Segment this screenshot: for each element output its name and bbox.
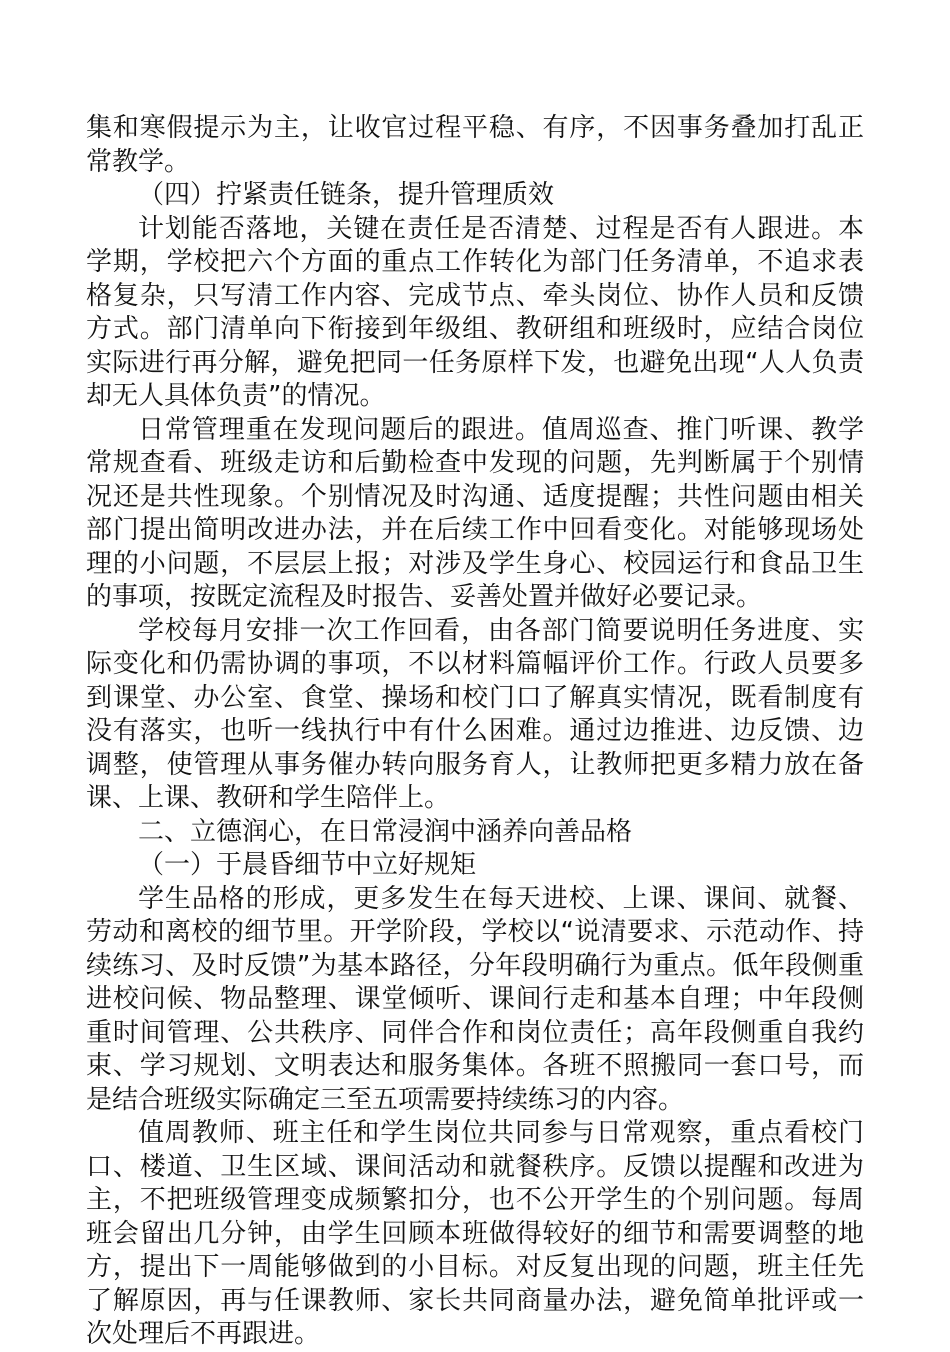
paragraph-daily-management: 日常管理重在发现问题后的跟进。值周巡查、推门听课、教学常规查看、班级走访和后勤检查中发现的问题，先判断属于个别情况还是共性现象。个别情况及时沟通、适度提醒；共性问题由相关部门提出简明改进办法，并在后续工作中回看变化。对能够现场处理的小问题，不层层上报；对涉及学生身心、校园运行和食品卫生的事项，按既定流程及时报告、妥善处置并做好必要记录。 xyxy=(86,414,864,612)
paragraph-character-formation: 学生品格的形成，更多发生在每天进校、上课、课间、就餐、劳动和离校的细节里。开学阶段，学校以“说清要求、示范动作、持续练习、及时反馈”为基本路径，分年段明确行为重点。低年段侧重进校问候、物品整理、课堂倾听、课间行走和基本自理；中年段侧重时间管理、公共秩序、同伴合作和岗位责任；高年段侧重自我约束、学习规划、文明表达和服务集体。各班不照搬同一套口号，而是结合班级实际确定三至五项需要持续练习的内容。 xyxy=(86,883,864,1115)
document-body xyxy=(86,112,864,1352)
section-heading-4: （四）拧紧责任链条，提升管理质效 xyxy=(138,180,555,210)
paragraph-continuation: 集和寒假提示为主，让收官过程平稳、有序，不因事务叠加打乱正常教学。 xyxy=(86,113,864,177)
paragraph-responsibility: 计划能否落地，关键在责任是否清楚、过程是否有人跟进。本学期，学校把六个方面的重点工作转化为部门任务清单，不追求表格复杂，只写清工作内容、完成节点、牵头岗位、协作人员和反馈方式。部门清单向下衔接到年级组、教研组和班级时，应结合岗位实际进行再分解，避免把同一任务原样下发，也避免出现“人人负责却无人具体负责”的情况。 xyxy=(86,213,864,411)
section-heading-1: （一）于晨昏细节中立好规矩 xyxy=(138,850,477,880)
chapter-heading-2: 二、立德润心，在日常浸润中涵养向善品格 xyxy=(138,816,633,847)
paragraph-monthly-review: 学校每月安排一次工作回看，由各部门简要说明任务进度、实际变化和仍需协调的事项，不以材料篇幅评价工作。行政人员要多到课堂、办公室、食堂、操场和校门口了解真实情况，既看制度有没有落实，也听一线执行中有什么困难。通过边推进、边反馈、边调整，使管理从事务催办转向服务育人，让教师把更多精力放在备课、上课、教研和学生陪伴上。 xyxy=(86,615,864,813)
paragraph-daily-observation: 值周教师、班主任和学生岗位共同参与日常观察，重点看校门口、楼道、卫生区域、课间活动和就餐秩序。反馈以提醒和改进为主，不把班级管理变成频繁扣分，也不公开学生的个别问题。每周班会留出几分钟，由学生回顾本班做得较好的细节和需要调整的地方，提出下一周能够做到的小目标。对反复出现的问题，班主任先了解原因，再与任课教师、家长共同商量办法，避免简单批评或一次处理后不再跟进。 xyxy=(86,1118,864,1349)
